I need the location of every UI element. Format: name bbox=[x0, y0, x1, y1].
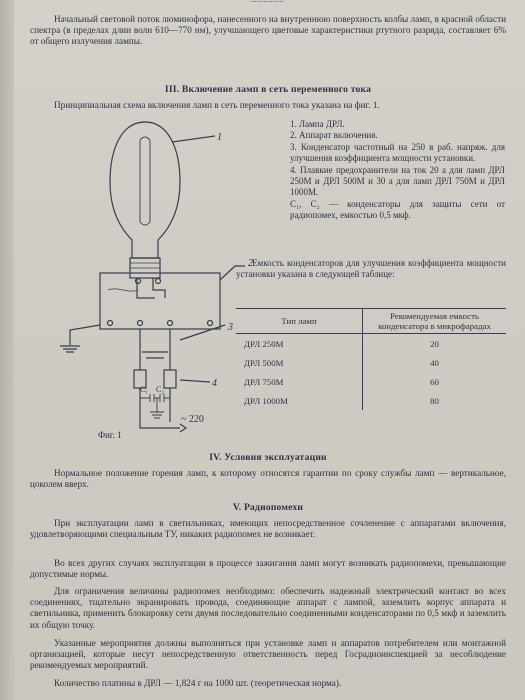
figure-caption: Фиг. 1 bbox=[98, 430, 122, 440]
section-3-lead: Принципиальная схема включения ламп в сеть переменного тока указана на фиг. 1. bbox=[54, 100, 380, 110]
table-cell-type: ДРЛ 500М bbox=[236, 353, 363, 372]
legend-item: C₁, C₂ — конденсаторы для защиты сети от радиопомех, емкостью 0,5 мкф. bbox=[290, 198, 505, 221]
lamp-bulb bbox=[110, 122, 180, 258]
table-row bbox=[236, 353, 506, 372]
label-3: 3 bbox=[228, 322, 233, 333]
table-cell-capacity: 40 bbox=[430, 357, 439, 368]
table-header-capacity: Рекомендуемая емкость конденсатора в микрофарадах bbox=[363, 309, 507, 334]
table-header-type: Тип ламп bbox=[236, 309, 363, 334]
section-5-p3: Для ограничения величины радиопомех необходимо: обеспечить надежный электрический контакт во всех соединениях, тщательно экранировать провода, соединяющие аппарат с лампой, заземлить корпус аппарата и светильника, применить блокировку сети двумя последовательно соединенными конденсаторами по 0,5 мкф и заземлить их общую точку. bbox=[30, 586, 506, 630]
table-cell-capacity: 20 bbox=[430, 338, 439, 349]
label-2: 2 bbox=[248, 258, 253, 269]
section-5-p5: Количество платины в ДРЛ — 1,824 г на 1000 шт. (теоретическая норма). bbox=[54, 678, 342, 688]
section-5-heading: V. Радиопомехи bbox=[232, 502, 304, 513]
section-4-heading: IV. Условия эксплуатации bbox=[209, 452, 327, 463]
legend-item: 1. Лампа ДРЛ. bbox=[290, 119, 345, 129]
table-cell-capacity: 60 bbox=[430, 376, 439, 387]
wiring-diagram bbox=[30, 100, 260, 450]
discharge-tube bbox=[140, 137, 150, 225]
legend-item: 2. Аппарат включения. bbox=[290, 130, 378, 141]
label-c2: C₂ bbox=[156, 385, 165, 394]
intro-paragraph: Начальный световой поток люминофора, нанесенного на внутреннюю поверхность колбы ламп, в красной области спектра (в пределах длин волн 610—770 нм), улучшающего цветовые характеристики ртутного разряда, составляет 6% от общего излучения лампы. bbox=[30, 14, 506, 47]
page-shadow-edge bbox=[0, 0, 14, 700]
table-row bbox=[236, 372, 506, 391]
table-cell-type: ДРЛ 750М bbox=[236, 372, 363, 391]
capacitor-table bbox=[236, 308, 506, 410]
cut-off-text bbox=[250, 0, 284, 4]
table-row bbox=[236, 391, 506, 410]
label-c1: C₁ bbox=[140, 385, 149, 394]
table-intro: Емкость конденсаторов для улучшения коэффициента мощности установки указана в следующей таблице: bbox=[236, 258, 506, 280]
table-cell-type: ДРЛ 250М bbox=[236, 334, 363, 354]
section-5-p1: При эксплуатации ламп в светильниках, имеющих непосредственное сочленение с аппаратами включения, удовлетворяющими специальным ТУ, никаких радиопомех не возникает. bbox=[30, 518, 506, 540]
legend-item: 3. Конденсатор частотный на 250 в раб. напряж. для улучшения коэффициента мощности установки. bbox=[290, 141, 505, 164]
section-5-p4: Указанные мероприятия должны выполняться при установке ламп и аппаратов потребителем или монтажной организацией, которые несут непосредственную ответственность перед Госрадиоинспекцией за несоблюдение рекомендуемых мероприятий. bbox=[30, 638, 506, 671]
section-5-p2: Во всех других случаях эксплуатации в процессе зажигания ламп могут возникать радиопомехи, превышающие допустимые нормы. bbox=[30, 558, 506, 580]
legend-item: 4. Плавкие предохранители на ток 20 а для ламп ДРЛ 250М и ДРЛ 500М и 30 а для ламп ДРЛ 750М и ДРЛ 1000М. bbox=[290, 164, 505, 198]
label-4: 4 bbox=[212, 378, 217, 389]
table-cell-type: ДРЛ 1000М bbox=[236, 391, 363, 410]
diagram-legend bbox=[290, 119, 505, 222]
label-1: 1 bbox=[217, 132, 222, 143]
table-row bbox=[236, 334, 506, 354]
voltage-label: ~ 220 bbox=[181, 414, 204, 425]
table-cell-capacity: 80 bbox=[430, 395, 439, 406]
section-3-heading: III. Включение ламп в сеть переменного тока bbox=[164, 84, 372, 95]
section-4-text: Нормальное положение горения ламп, к которому относятся гарантии по сроку службы ламп — вертикальное, цоколем вверх. bbox=[30, 468, 506, 490]
